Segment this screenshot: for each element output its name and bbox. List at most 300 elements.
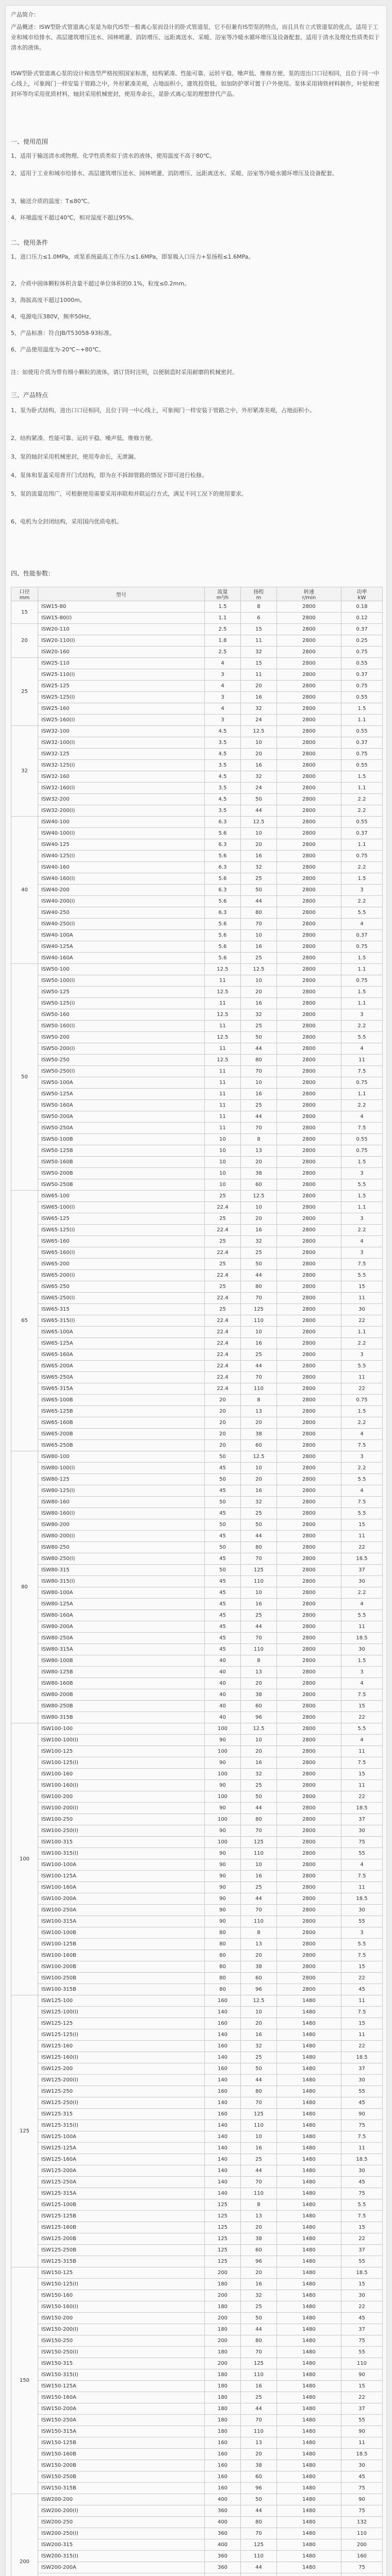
cell-power: 1.1 <box>341 1089 383 1100</box>
table-row <box>11 896 383 907</box>
cell-flow: 6.3 <box>205 907 241 919</box>
cell-power: 1.1 <box>341 715 383 726</box>
content-card <box>5 5 387 2576</box>
table-row <box>11 1485 383 1497</box>
intro-paragraph-1: 产品概述：ISW型卧式管道离心泵是为取代IS型一般离心泵而设计的卧式管道泵，它不但兼有IS型泵的特点，而且具有立式管道泵的优点，适用于工业和城市给排水、高层建筑增压送水、园林喷灌、消防增压、远距离送水、采暖、浴室等冷暖水循环增压及设备配套，适用于清水及理化性质类似于清水的液体。 <box>11 24 380 51</box>
table-row <box>11 1327 383 1338</box>
table-row <box>11 2199 383 2211</box>
cell-speed: 2800 <box>277 624 341 635</box>
cell-speed: 2800 <box>277 692 341 703</box>
cell-power: 1.5 <box>341 703 383 715</box>
cell-head: 25 <box>241 2154 277 2165</box>
cell-flow: 40 <box>205 1689 241 1701</box>
cell-model: ISW125-250(I) <box>38 2097 205 2109</box>
cell-power: 3 <box>341 1247 383 1259</box>
table-row <box>11 1043 383 1055</box>
cell-flow: 11 <box>205 1100 241 1111</box>
cell-power: 3 <box>341 1667 383 1678</box>
cell-power: 11 <box>341 1531 383 1542</box>
table-row <box>11 1531 383 1542</box>
cell-model: ISW40-250 <box>38 907 205 919</box>
cell-model: ISW150-250(I) <box>38 2347 205 2358</box>
cell-model: ISW125-250A <box>38 2177 205 2188</box>
cell-model: ISW150-315 <box>38 2358 205 2369</box>
cell-model: ISW100-160A <box>38 1882 205 1893</box>
cell-dn: 125 <box>11 1995 38 2267</box>
cell-power: 2.2 <box>341 1021 383 1032</box>
cell-flow: 200 <box>205 2290 241 2301</box>
cell-head: 80 <box>241 2335 277 2347</box>
cell-head: 110 <box>241 1315 277 1327</box>
table-row <box>11 2358 383 2369</box>
cell-model: ISW100-100A <box>38 1859 205 1871</box>
table-row <box>11 2449 383 2460</box>
cell-flow: 160 <box>205 2041 241 2052</box>
cell-power: 5.5 <box>341 1939 383 1950</box>
cell-head: 20 <box>241 2018 277 2029</box>
table-row <box>11 1542 383 1553</box>
cell-model: ISW50-200 <box>38 1032 205 1043</box>
cell-power: 2.2 <box>341 1100 383 1111</box>
table-row <box>11 2403 383 2415</box>
cell-head: 16 <box>241 941 277 953</box>
section-conditions-title: 二、使用条件 <box>11 239 48 246</box>
cell-flow: 22.4 <box>205 1383 241 1395</box>
table-row <box>11 839 383 851</box>
table-row <box>11 1247 383 1259</box>
cell-speed: 2800 <box>277 647 341 658</box>
table-row <box>11 2324 383 2335</box>
cell-flow: 125 <box>205 2256 241 2267</box>
cell-model: ISW150-250B <box>38 2471 205 2483</box>
table-row <box>11 975 383 987</box>
table-row <box>11 715 383 726</box>
cell-power: 18.5 <box>341 2052 383 2063</box>
cell-speed: 1480 <box>277 2109 341 2120</box>
table-row <box>11 1644 383 1655</box>
features-item: 2、结构紧凑、性能可靠、运转平稳、噪声低、维修方便。 <box>11 435 156 442</box>
cell-head: 80 <box>241 1055 277 1066</box>
cell-flow: 3 <box>205 692 241 703</box>
cell-flow: 2.5 <box>205 647 241 658</box>
cell-model: ISW80-100A <box>38 1587 205 1599</box>
cell-flow: 6.3 <box>205 817 241 828</box>
cell-power: 30 <box>341 2075 383 2086</box>
cell-power: 5.5 <box>341 1474 383 1485</box>
cell-flow: 11 <box>205 998 241 1009</box>
cell-head: 50 <box>241 1519 277 1531</box>
cell-flow: 80 <box>205 1973 241 1984</box>
cell-flow: 11 <box>205 1123 241 1134</box>
cell-speed: 2800 <box>277 1667 341 1678</box>
note-text: 注：如使用介质为带有细小颗粒的液体，请订货时注明，以便制造时采用耐磨的机械密封。 <box>11 369 238 376</box>
cell-head: 16 <box>241 2381 277 2392</box>
cell-speed: 2800 <box>277 1871 341 1882</box>
cell-flow: 160 <box>205 2018 241 2029</box>
cell-head: 25 <box>241 1508 277 1519</box>
cell-flow: 5.6 <box>205 919 241 930</box>
conditions-item: 6、产品使用温度为-20℃~+80℃。 <box>11 346 105 353</box>
cell-speed: 1480 <box>277 2199 341 2211</box>
table-row <box>11 1032 383 1043</box>
table-row <box>11 2041 383 2052</box>
cell-model: ISW50-200A <box>38 1111 205 1123</box>
table-row <box>11 1293 383 1304</box>
cell-head: 16 <box>241 2279 277 2290</box>
cell-flow: 22.4 <box>205 1315 241 1327</box>
table-row <box>11 2154 383 2165</box>
table-row <box>11 2256 383 2267</box>
cell-head: 16 <box>241 2029 277 2041</box>
cell-power: 2.2 <box>341 1587 383 1599</box>
cell-speed: 2800 <box>277 1814 341 1825</box>
cell-model: ISW65-100B <box>38 1395 205 1406</box>
cell-flow: 5.6 <box>205 930 241 941</box>
cell-speed: 2800 <box>277 1372 341 1383</box>
cell-speed: 1480 <box>277 2313 341 2324</box>
table-row <box>11 1723 383 1735</box>
cell-flow: 5.6 <box>205 851 241 862</box>
cell-head: 38 <box>241 1429 277 1440</box>
cell-power: 7.5 <box>341 2131 383 2143</box>
cell-flow: 160 <box>205 2483 241 2494</box>
cell-head: 16 <box>241 1338 277 1349</box>
cell-head: 110 <box>241 2188 277 2199</box>
cell-power: 11 <box>341 1055 383 1066</box>
table-row <box>11 1338 383 1349</box>
cell-head: 16 <box>241 1485 277 1497</box>
table-row <box>11 794 383 805</box>
cell-speed: 1480 <box>277 2018 341 2029</box>
cell-head: 16 <box>241 1871 277 1882</box>
cell-flow: 125 <box>205 2211 241 2222</box>
cell-speed: 2800 <box>277 613 341 624</box>
cell-speed: 2800 <box>277 1429 341 1440</box>
conditions-item: 5、产品标准：符合JB/T53058-93标准。 <box>11 330 116 336</box>
table-row <box>11 2539 383 2551</box>
cell-head: 12.5 <box>241 964 277 975</box>
cell-power: 90 <box>341 2426 383 2437</box>
cell-flow: 25 <box>205 1259 241 1270</box>
cell-dn: 65 <box>11 1191 38 1451</box>
cell-model: ISW25-160 <box>38 703 205 715</box>
cell-model: ISW80-315(I) <box>38 1576 205 1587</box>
cell-model: ISW100-315B <box>38 1984 205 1995</box>
cell-head: 20 <box>241 1417 277 1429</box>
header-dn: 口径 mm <box>11 587 38 601</box>
cell-flow: 10 <box>205 1157 241 1168</box>
table-row <box>11 1281 383 1293</box>
table-row <box>11 2131 383 2143</box>
cell-model: ISW40-160 <box>38 862 205 873</box>
cell-model: ISW65-250B <box>38 1440 205 1451</box>
cell-head <box>241 2573 277 2576</box>
cell-speed: 2800 <box>277 828 341 839</box>
table-row <box>11 601 383 613</box>
cell-model: ISW150-315A <box>38 2426 205 2437</box>
cell-speed: 1480 <box>277 2256 341 2267</box>
cell-model: ISW150-125A <box>38 2381 205 2392</box>
cell-speed: 1480 <box>277 2029 341 2041</box>
cell-flow: 90 <box>205 1916 241 1927</box>
header-flow: 流量 m³/h <box>205 587 241 601</box>
table-row <box>11 1893 383 1905</box>
cell-model: ISW125-200A <box>38 2165 205 2177</box>
cell-speed: 1480 <box>277 2041 341 2052</box>
cell-speed: 2800 <box>277 1587 341 1599</box>
cell-flow: 45 <box>205 1485 241 1497</box>
cell-model: ISW65-125A <box>38 1338 205 1349</box>
cell-speed: 2800 <box>277 1270 341 1281</box>
cell-flow: 180 <box>205 2324 241 2335</box>
cell-flow: 360 <box>205 2528 241 2539</box>
cell-speed: 2800 <box>277 1791 341 1803</box>
cell-flow: 180 <box>205 2392 241 2403</box>
cell-model: ISW150-125(I) <box>38 2279 205 2290</box>
cell-power: 7.5 <box>341 1066 383 1077</box>
cell-power: 22 <box>341 1712 383 1723</box>
cell-speed: 2800 <box>277 726 341 737</box>
cell-speed: 2800 <box>277 1168 341 1179</box>
cell-speed: 2800 <box>277 1157 341 1168</box>
cell-flow: 20 <box>205 1440 241 1451</box>
table-row <box>11 2063 383 2075</box>
cell-speed: 2800 <box>277 669 341 681</box>
cell-model: ISW150-315B <box>38 2483 205 2494</box>
cell-model: ISW80-125A <box>38 1599 205 1610</box>
table-row <box>11 2301 383 2313</box>
cell-power: 45 <box>341 2177 383 2188</box>
cell-speed: 2800 <box>277 635 341 647</box>
cell-power: 18.5 <box>341 2267 383 2279</box>
cell-flow: 90 <box>205 1735 241 1746</box>
cell-speed: 1480 <box>277 2301 341 2313</box>
cell-flow: 3 <box>205 715 241 726</box>
cell-model: ISW80-200(I) <box>38 1531 205 1542</box>
cell-speed: 2800 <box>277 998 341 1009</box>
cell-speed: 1480 <box>277 2120 341 2131</box>
cell-head: 10 <box>241 975 277 987</box>
table-row <box>11 2222 383 2233</box>
cell-flow: 6.3 <box>205 839 241 851</box>
cell-speed: 2800 <box>277 1417 341 1429</box>
cell-model: ISW150-315(I) <box>38 2369 205 2381</box>
cell-flow: 45 <box>205 1599 241 1610</box>
cell-flow: 140 <box>205 2097 241 2109</box>
cell-model: ISW150-125B <box>38 2437 205 2449</box>
cell-dn: 20 <box>11 624 38 658</box>
table-row <box>11 2007 383 2018</box>
cell-model: ISW100-125 <box>38 1746 205 1757</box>
header-power: 功率 kW <box>341 587 383 601</box>
cell-power: 18.5 <box>341 1803 383 1814</box>
cell-flow: 140 <box>205 2143 241 2154</box>
cell-speed: 1480 <box>277 2403 341 2415</box>
cell-head: 96 <box>241 2256 277 2267</box>
cell-flow: 140 <box>205 2120 241 2131</box>
table-row <box>11 1848 383 1859</box>
cell-head: 125 <box>241 1565 277 1576</box>
cell-power: 75 <box>341 2505 383 2517</box>
cell-speed: 2800 <box>277 1383 341 1395</box>
cell-power: 1.1 <box>341 1327 383 1338</box>
cell-head: 44 <box>241 2505 277 2517</box>
table-row <box>11 1746 383 1757</box>
cell-flow: 50 <box>205 1565 241 1576</box>
cell-flow: 3.5 <box>205 737 241 749</box>
cell-power: 22 <box>341 2233 383 2245</box>
table-row <box>11 1769 383 1780</box>
table-row <box>11 2267 383 2279</box>
cell-head: 25 <box>241 953 277 964</box>
table-row <box>11 2483 383 2494</box>
cell-model: ISW80-250A <box>38 1633 205 1644</box>
cell-model: ISW40-160A <box>38 953 205 964</box>
cell-power: 37 <box>341 1565 383 1576</box>
cell-model: ISW125-315 <box>38 2109 205 2120</box>
cell-head: 13 <box>241 2437 277 2449</box>
cell-speed: 1480 <box>277 2154 341 2165</box>
cell-power: 160 <box>341 2551 383 2562</box>
cell-flow: 50 <box>205 1542 241 1553</box>
cell-head: 16 <box>241 1089 277 1100</box>
cell-flow: 400 <box>205 2517 241 2528</box>
cell-model: ISW125-125 <box>38 2018 205 2029</box>
cell-flow: 140 <box>205 2007 241 2018</box>
cell-head: 25 <box>241 1610 277 1621</box>
cell-model: ISW65-250A <box>38 1372 205 1383</box>
cell-head: 13 <box>241 1406 277 1417</box>
cell-head: 125 <box>241 1837 277 1848</box>
table-row <box>11 1939 383 1950</box>
cell-model: ISW125-250B <box>38 2245 205 2256</box>
cell-speed: 1480 <box>277 2324 341 2335</box>
cell-speed: 2800 <box>277 1757 341 1769</box>
cell-head: 32 <box>241 2290 277 2301</box>
cell-model: ISW65-100(I) <box>38 1202 205 1213</box>
cell-flow: 160 <box>205 2109 241 2120</box>
cell-head: 16 <box>241 760 277 771</box>
table-row <box>11 2381 383 2392</box>
cell-flow: 6.3 <box>205 862 241 873</box>
cell-head: 16 <box>241 2143 277 2154</box>
cell-head: 44 <box>241 1361 277 1372</box>
cell-model: ISW32-160(I) <box>38 783 205 794</box>
table-row <box>11 1406 383 1417</box>
cell-head: 32 <box>241 1236 277 1247</box>
cell-power: 5.5 <box>341 1723 383 1735</box>
cell-speed: 2800 <box>277 681 341 692</box>
cell-flow: 3.5 <box>205 783 241 794</box>
cell-speed: 2800 <box>277 1043 341 1055</box>
cell-power: 75 <box>341 2483 383 2494</box>
cell-speed: 1480 <box>277 2437 341 2449</box>
cell-head: 70 <box>241 919 277 930</box>
cell-flow: 45 <box>205 1633 241 1644</box>
cell-flow: 25 <box>205 1191 241 1202</box>
cell-flow: 45 <box>205 1621 241 1633</box>
cell-model: ISW100-200B <box>38 1961 205 1973</box>
cell-head: 44 <box>241 2403 277 2415</box>
cell-model: ISW125-125B <box>38 2211 205 2222</box>
cell-power: 7.5 <box>341 1689 383 1701</box>
cell-power: 0.37 <box>341 828 383 839</box>
cell-model: ISW80-250 <box>38 1542 205 1553</box>
table-row <box>11 647 383 658</box>
cell-head: 16 <box>241 998 277 1009</box>
cell-speed: 2800 <box>277 1315 341 1327</box>
cell-model: ISW200-315 <box>38 2539 205 2551</box>
cell-power: 11 <box>341 1995 383 2007</box>
cell-speed: 1480 <box>277 2505 341 2517</box>
table-row <box>11 2392 383 2403</box>
cell-model: ISW150-160A <box>38 2392 205 2403</box>
cell-power: 5.5 <box>341 1032 383 1043</box>
cell-head: 15 <box>241 658 277 669</box>
cell-head: 10 <box>241 1202 277 1213</box>
cell-speed: 1480 <box>277 2494 341 2505</box>
cell-flow: 6.3 <box>205 885 241 896</box>
cell-flow: 100 <box>205 1791 241 1803</box>
cell-model: ISW100-315(I) <box>38 1848 205 1859</box>
cell-model: ISW80-160A <box>38 1610 205 1621</box>
cell-flow: 12.5 <box>205 987 241 998</box>
cell-power: 0.75 <box>341 681 383 692</box>
table-row <box>11 783 383 794</box>
cell-dn: 25 <box>11 658 38 726</box>
cell-speed: 1480 <box>277 2539 341 2551</box>
cell-model: ISW40-125(I) <box>38 851 205 862</box>
cell-head: 32 <box>241 862 277 873</box>
cell-speed: 2800 <box>277 1406 341 1417</box>
cell-speed: 1480 <box>277 2222 341 2233</box>
cell-speed: 2800 <box>277 1293 341 1304</box>
cell-power: 75 <box>341 2188 383 2199</box>
cell-head: 44 <box>241 2165 277 2177</box>
cell-head: 13 <box>241 2211 277 2222</box>
table-row <box>11 2460 383 2471</box>
cell-speed: 1480 <box>277 2517 341 2528</box>
cell-model: ISW80-315B <box>38 1712 205 1723</box>
table-row <box>11 1315 383 1327</box>
table-row <box>11 1145 383 1157</box>
cell-speed: 2800 <box>277 930 341 941</box>
cell-power: 11 <box>341 2437 383 2449</box>
cell-speed: 1480 <box>277 2267 341 2279</box>
cell-speed: 2800 <box>277 1950 341 1961</box>
cell-power: 15 <box>341 2381 383 2392</box>
cell-power: 11 <box>341 2029 383 2041</box>
table-row <box>11 1576 383 1587</box>
cell-flow: 180 <box>205 2415 241 2426</box>
table-row <box>11 2233 383 2245</box>
cell-power: 18.5 <box>341 1553 383 1565</box>
cell-speed: 2800 <box>277 1735 341 1746</box>
cell-flow: 160 <box>205 2437 241 2449</box>
cell-flow: 20 <box>205 1429 241 1440</box>
cell-power: 30 <box>341 2290 383 2301</box>
cell-flow: 50 <box>205 1497 241 1508</box>
table-row <box>11 1871 383 1882</box>
table-row <box>11 1519 383 1531</box>
cell-power: 4 <box>341 1043 383 1055</box>
cell-speed: 2800 <box>277 1134 341 1145</box>
cell-speed: 2800 <box>277 1100 341 1111</box>
cell-power: 7.5 <box>341 1757 383 1769</box>
cell-speed <box>277 2573 341 2576</box>
cell-flow: 50 <box>205 1451 241 1463</box>
cell-model: ISW125-100A <box>38 2131 205 2143</box>
